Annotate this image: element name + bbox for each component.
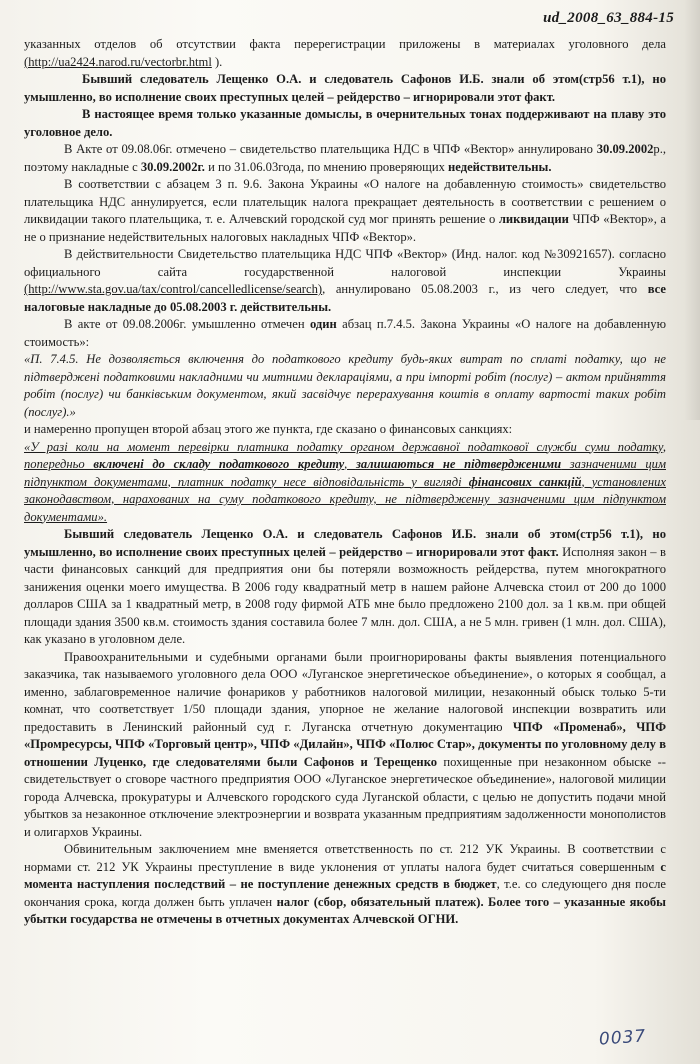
text-run: Бывший следователь Лещенко О.А. и следователь Сафонов И.Б. знали об этом(стр56 т.1), но умышленно, во исполнение своих преступных целей – рейдерство – игнорировали этот факт. (24, 527, 666, 559)
paragraph (24, 36, 666, 71)
text-run: , установлених законодавством, нарахованих на суму податкового кредиту, не підтвердженну зазначеними цим підпунктом документами». (24, 474, 666, 524)
text-run: и намеренно пропущен второй абзац этого же пункта, где сказано о финансовых санкциях: (24, 422, 513, 436)
text-run: В Акте от 09.08.06г. отмечено – свидетельство плательщика НДС в ЧПФ «Вектор» аннулировано (64, 142, 597, 156)
paragraph (24, 176, 666, 246)
paragraph (24, 351, 666, 421)
text-run: «П. 7.4.5. Не дозволяється включення до податкового кредиту будь-яких витрат по сплаті податку, що не підтверджені податковими накладними чи митними деклараціями, а при імпорті робіт (послуг) – актом прийняття робіт (послуг) чи банківським документом, який засвідчує перерахування коштів в оплату вартості таких робіт (послуг).» (24, 352, 666, 419)
text-run: ). (211, 54, 223, 69)
text-run: зазначеними цим підпунктом документами, платник податку несе відповідальність у вигляді (24, 457, 666, 489)
text-run: с момента наступления последствий – не поступление денежных средств в бюджет (24, 859, 666, 891)
paragraph (24, 141, 666, 176)
text-run: ЧПФ «Променаб», ЧПФ «Промресурсы, ЧПФ «Торговый центр», ЧПФ «Дилайн», ЧПФ «Полюс Стар», документы по уголовному делу в отношении Луценко, где следователями были Сафонов и Терещенко (24, 719, 667, 769)
text-run: включені до складу податкового кредиту (93, 457, 345, 471)
page-fold-shadow (684, 0, 700, 420)
document-body (24, 36, 666, 929)
text-run: все налоговые накладные до 05.08.2003 г. действительны. (24, 282, 666, 314)
text-run: 30.09.2002г. (140, 159, 205, 174)
paragraph (24, 439, 666, 527)
text-run: , (344, 457, 356, 471)
text-run: абзац п.7.4.5. Закона Украины «О налоге на добавленную стоимость»: (24, 317, 666, 349)
text-run: Исполняя закон – в части финансовых санкций для предприятия они бы потеряли возможность рейдерства, путем многократного занижения оценки моего имущества. В 2006 году квадратный метр в нашем районе Алчевска стоил от 200 до 1000 долларов США за 1 квадратный метр, в 2008 году фирмой АТБ мне было предложено 2100 дол. за 1 кв.м. при общей площади здания 3500 кв.м. стоимость здания составила более 7 млн. дол. США, а не 5 млн. гривен (1 млн. дол. США), как указано в уголовном деле. (24, 544, 666, 646)
text-run: залишаються не підтвердженими (355, 457, 562, 471)
paragraph (24, 106, 666, 141)
text-run: Обвинительным заключением мне вменяется ответственность по ст. 212 УК Украины. В соответствии с нормами ст. 212 УК Украины преступление в виде уклонения от уплаты налога будет считаться совершенным (24, 842, 666, 874)
text-run: ликвидации (498, 212, 569, 226)
text-run: и по 31.06.03года, по мнению проверяющих (204, 159, 449, 174)
text-run: один (309, 317, 337, 331)
text-run: указанных отделов об отсутствии факта перерегистрации приложены в материалах уголовного дела (24, 37, 666, 51)
text-run: Бывший следователь Лещенко О.А. и следователь Сафонов И.Б. знали об этом(стр56 т.1), но умышленно, во исполнение своих преступных целей – рейдерство – игнорировали этот факт. (24, 72, 666, 104)
link-text: (http://ua2424.narod.ru/vectorbr.html (24, 54, 212, 69)
text-run: В акте от 09.08.2006г. умышленно отмечен (64, 317, 310, 331)
text-run: , т.е. со следующего дня после окончания срока, когда должен быть уплачен (24, 877, 666, 909)
text-run: , аннулировано 05.08.2003 г., из чего следует, что (322, 282, 648, 296)
text-run: В соответствии с абзацем 3 п. 9.6. Закона Украины «О налоге на добавленную стоимость» свидетельство плательщика НДС аннулируется, если плательщик налога прекращает деятельность в соответствии с решением о ликвидации такого плательщика, т. е. Алчевский городской суд мог принять решение о (24, 177, 666, 226)
paragraph (24, 316, 666, 351)
paragraph (24, 526, 666, 649)
text-run: налог (сбор, обязательный платеж). Более того – указанные якобы убытки государства не отмечены в отчетных документах Алчевской ОГНИ. (24, 894, 666, 926)
page-id-header: ud_2008_63_884-15 (543, 10, 674, 26)
paragraph (24, 649, 666, 842)
text-run: ЧПФ «Вектор», а не о признание недействительных налоговых накладных ЧПФ «Вектор». (24, 212, 666, 244)
text-run: Правоохранительными и судебными органами были проигнорированы факты выявления потенциального заказчика, так называемого уголовного дела ООО «Луганское энергетическое объединение», о которых я сообщал, а именно, заблаговременное наличие фонариков у работников налоговой милиции, незаконный обыск только 5-ти комнат, что соответствует 1/50 площади здания, упорное не желание налоговой инспекции возвратить или предоставить в Ленинский районный суд г. Луганска отчетную документацию (24, 649, 666, 734)
handwritten-page-number: 0037 (598, 1026, 647, 1050)
text-run: «У разі коли на момент перевірки платника податку органом державної податкової служби суми податку, попередньо (24, 439, 666, 471)
link-text: (http://www.sta.gov.ua/tax/control/cancelledlicense/search) (24, 282, 323, 296)
text-run: 30.09.2002 (596, 142, 654, 156)
text-run: р., поэтому накладные с (24, 142, 666, 174)
paragraph (24, 841, 666, 929)
text-run: недействительны. (448, 159, 552, 174)
paragraph (24, 246, 666, 316)
paragraph (24, 71, 666, 106)
text-run: похищенные при незаконном обыске -- свидетельствует о сговоре частного предприятия ООО «Луганское энергетическое объединение», налоговой милиции города Алчевска, прокуратуры и Алчевского городского суда Луганской области, с целью не допустить подачи мной убытков за незаконное отключение электроэнергии и возврата указанным предприятиям задолженности монополистов и олигархов Украины. (24, 754, 666, 839)
text-run: В настоящее время только указанные домыслы, в очернительных тонах поддерживают на плаву это уголовное дело. (24, 107, 666, 139)
text-run: фінансових санкцій (468, 474, 582, 489)
paragraph (24, 421, 666, 439)
text-run: В действительности Свидетельство плательщика НДС ЧПФ «Вектор» (Инд. налог. код №30921657). согласно официального сайта государственной налоговой инспекции Украины (24, 247, 666, 279)
